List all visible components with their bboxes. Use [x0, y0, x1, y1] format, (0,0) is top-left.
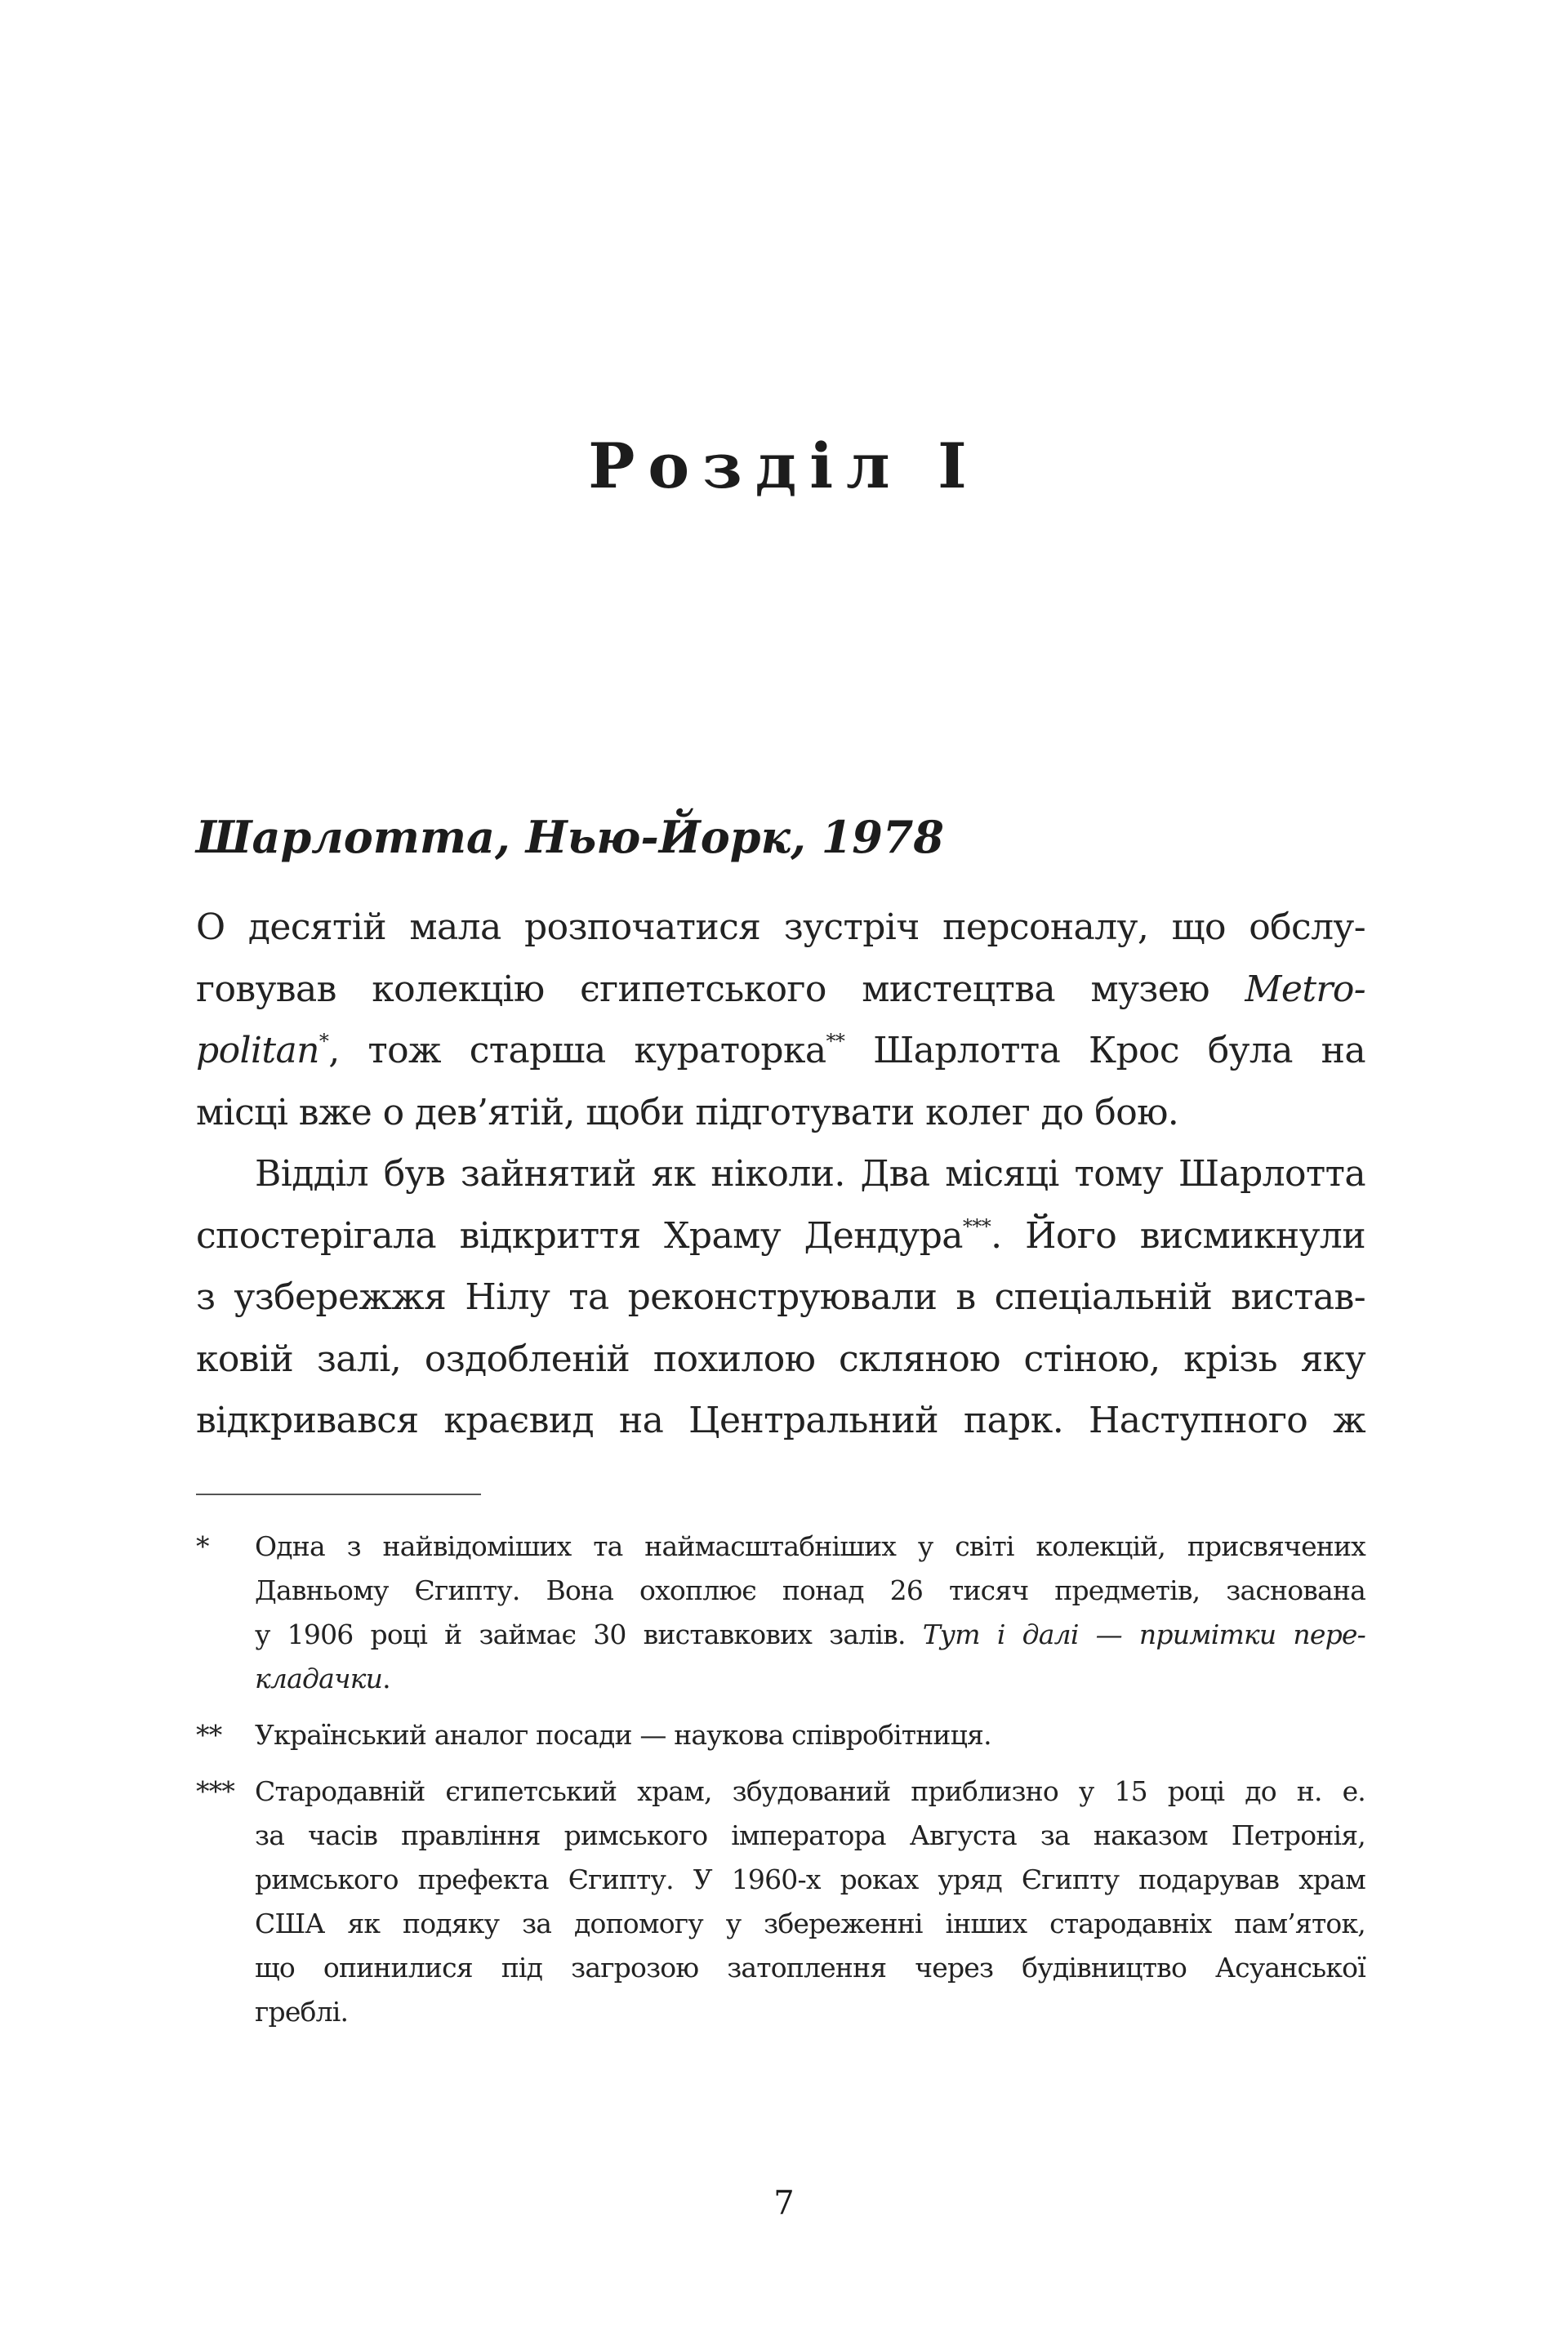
footnote-marker: ** [196, 1719, 222, 1751]
body-line [196, 1390, 1365, 1452]
text-run: Шарлотта Крос була на [844, 1030, 1366, 1071]
footnote-divider [196, 1494, 481, 1495]
footnote-reference: * [318, 1030, 329, 1053]
chapter-title: Розділ I [588, 429, 980, 502]
page-number: 7 [773, 2184, 795, 2222]
footnote-line [255, 1814, 1365, 1858]
footnote-line [255, 1525, 1365, 1569]
body-line [196, 959, 1365, 1021]
body-line [196, 1143, 1365, 1205]
body-line [196, 1205, 1365, 1267]
text-run: місці вже о дев’ятій, щоби підготувати колег до бою. [196, 1091, 1179, 1133]
body-line [196, 1267, 1365, 1329]
text-run: греблі. [255, 1996, 349, 2028]
footnote-item [196, 1713, 1365, 1757]
footnote-marker: * [196, 1530, 209, 1562]
body-line [196, 1020, 1365, 1082]
text-run: США як подяку за допомогу у збереженні інших стародавніх пам’яток, [255, 1908, 1365, 1939]
footnote-line [255, 1990, 1365, 2034]
text-run: Давньому Єгипту. Вона охоплює понад 26 тисяч предметів, заснована [255, 1574, 1365, 1606]
text-run: що опинилися під загрозою затоплення через будівництво Асуанської [255, 1952, 1365, 1984]
footnote-line [255, 1713, 1365, 1757]
footnote-reference: *** [962, 1214, 991, 1238]
text-run: Український аналог посади — наукова співробітниця. [255, 1719, 991, 1751]
text-run: говував колекцію єгипетського мистецтва музею [196, 968, 1245, 1010]
text-run: відкривався краєвид на Центральний парк. Наступного ж [196, 1400, 1365, 1441]
footnote-line [255, 1902, 1365, 1946]
text-run: ковій залі, оздобленій похилою скляною стіною, крізь яку [196, 1338, 1365, 1380]
footnote-line [255, 1770, 1365, 1814]
text-run: Одна з найвідоміших та наймасштабніших у світі колекцій, присвячених [255, 1530, 1365, 1562]
section-heading: Шарлотта, Нью-Йорк, 1978 [196, 810, 944, 863]
italic-text: Metro- [1245, 968, 1365, 1010]
footnote-reference: ** [826, 1030, 845, 1053]
text-run: з узбережжя Нілу та реконструювали в спеціальній вистав- [196, 1276, 1365, 1318]
footnote-item [196, 1525, 1365, 1701]
text-run: спостерігала відкриття Храму Дендура [196, 1214, 963, 1257]
body-text [196, 897, 1365, 1452]
text-run: римського префекта Єгипту. У 1960-х роках уряд Єгипту подарував храм [255, 1863, 1365, 1895]
body-line [196, 1082, 1365, 1144]
italic-text: politan [196, 1030, 319, 1071]
text-run: за часів правління римського імператора Августа за наказом Петронія, [255, 1819, 1365, 1851]
footnotes [196, 1525, 1365, 2046]
text-run: О десятій мала розпочатися зустріч персоналу, що обслу- [196, 906, 1365, 948]
text-run: , тож старша кураторка [328, 1030, 826, 1071]
footnote-marker: *** [196, 1775, 235, 1807]
footnote-line [255, 1569, 1365, 1613]
footnote-item [196, 1770, 1365, 2034]
italic-text: кладачки [255, 1663, 383, 1694]
footnote-line [255, 1946, 1365, 1990]
text-run: Відділ був зайнятий як ніколи. Два місяці тому Шарлотта [255, 1153, 1365, 1195]
footnote-line [255, 1858, 1365, 1902]
text-run: у 1906 році й займає 30 виставкових залів. [255, 1619, 923, 1650]
text-run: . [382, 1663, 390, 1694]
body-line [196, 897, 1365, 959]
body-line [196, 1329, 1365, 1391]
footnote-line [255, 1613, 1365, 1657]
italic-text: Тут і далі — примітки пере- [922, 1619, 1365, 1650]
footnote-line [255, 1657, 1365, 1701]
text-run: . Його висмикнули [991, 1214, 1365, 1257]
text-run: Стародавній єгипетський храм, збудований приблизно у 15 році до н. е. [255, 1775, 1365, 1807]
